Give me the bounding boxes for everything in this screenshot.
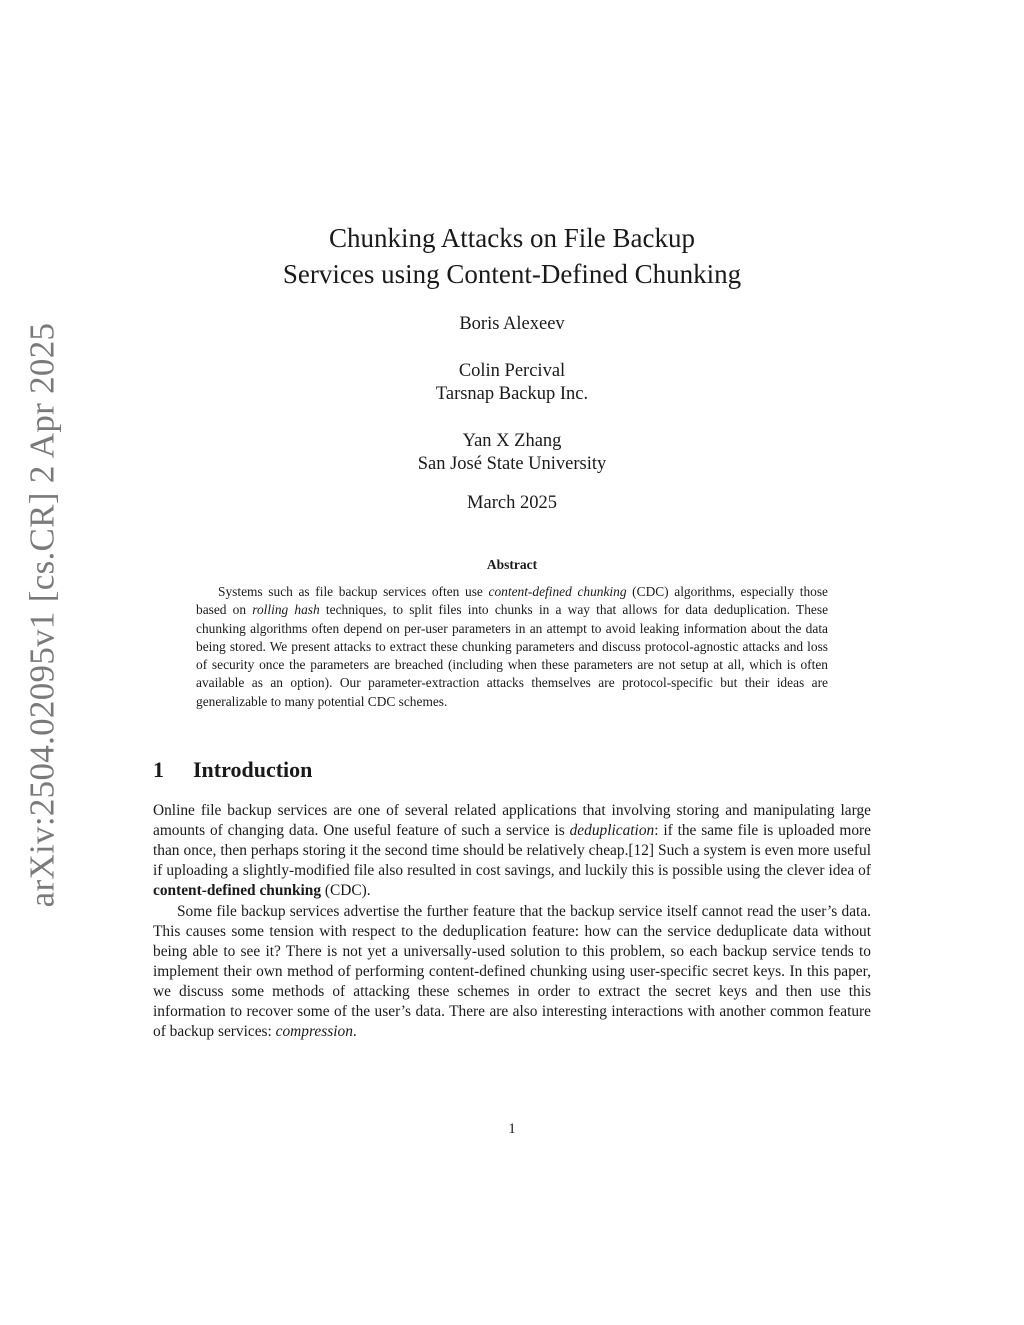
author-name: Boris Alexeev [459,314,565,334]
intro-paragraph-2: Some file backup services advertise the further feature that the backup service itself cannot read the user’s data. This causes some tension with respect to the deduplication feature: how can the service deduplicate data without being able to see it? There is not yet a universally-used solution to this problem, so each backup service tends to implement their own method of performing content-defined chunking using user-specific secret keys. In this paper, we discuss some methods of attacking these schemes in order to extract the secret keys and then use this information to recover some of the user’s data. There are also interesting interactions with another common feature of backup services: compression. [153,903,871,1040]
abstract-emphasis-cdc: content-defined chunking [488,584,627,599]
author-block-3 [312,430,712,476]
abstract-emphasis-rolling-hash: rolling hash [252,602,320,618]
abstract-text: Systems such as file backup services often use content-defined chunking (CDC) algorithms, especially those based on rolling hash techniques, to split files into chunks in a way that allows for data deduplication. These chunking algorithms often depend on per-user parameters in an attempt to avoid leaking information about the data being stored. We present attacks to extract these chunking parameters and discuss protocol-agnostic attacks and loss of security once the parameters are breached (including when these parameters are not setup at all, which is often available as an option). Our parameter-extraction attacks themselves are protocol-specific but their ideas are generalizable to many potential CDC schemes. [196,584,829,709]
author-name: Yan X Zhang [462,431,562,451]
author-block-1 [312,313,712,336]
author-name: Colin Percival [458,361,566,381]
abstract-heading: Abstract [486,557,538,572]
section-heading-introduction [153,757,312,783]
author-block-2 [312,360,712,406]
emphasis-deduplication: deduplication [569,822,655,839]
page-number: 1 [508,1121,516,1137]
emphasis-compression: compression [275,1023,353,1040]
arxiv-identifier-stamp [20,322,64,908]
author-affiliation: Tarsnap Backup Inc. [435,384,589,404]
arxiv-identifier-text: arXiv:2504.02095v1 [cs.CR] 2 Apr 2025 [22,322,62,908]
author-affiliation: San José State University [417,454,607,474]
intro-paragraph-1: Online file backup services are one of several related applications that involving storing and manipulating large amounts of changing data. One useful feature of such a service is deduplication: if the same file is uploaded more than once, then perhaps storing it the second time should be relatively cheap.[12] Such a system is even more useful if uploading a slightly-modified file also resulted in cost savings, and luckily this is possible using the clever idea of content-defined chunking (CDC). [153,802,872,899]
section-number: 1 [153,757,164,782]
date-text: March 2025 [467,493,557,513]
section-title: Introduction [193,757,313,782]
title-line-1: Chunking Attacks on File Backup [329,223,695,253]
paper-title [212,220,812,292]
bold-term-cdc: content-defined chunking [153,882,322,899]
title-line-2: Services using Content-Defined Chunking [282,259,742,289]
publication-date [312,492,712,515]
